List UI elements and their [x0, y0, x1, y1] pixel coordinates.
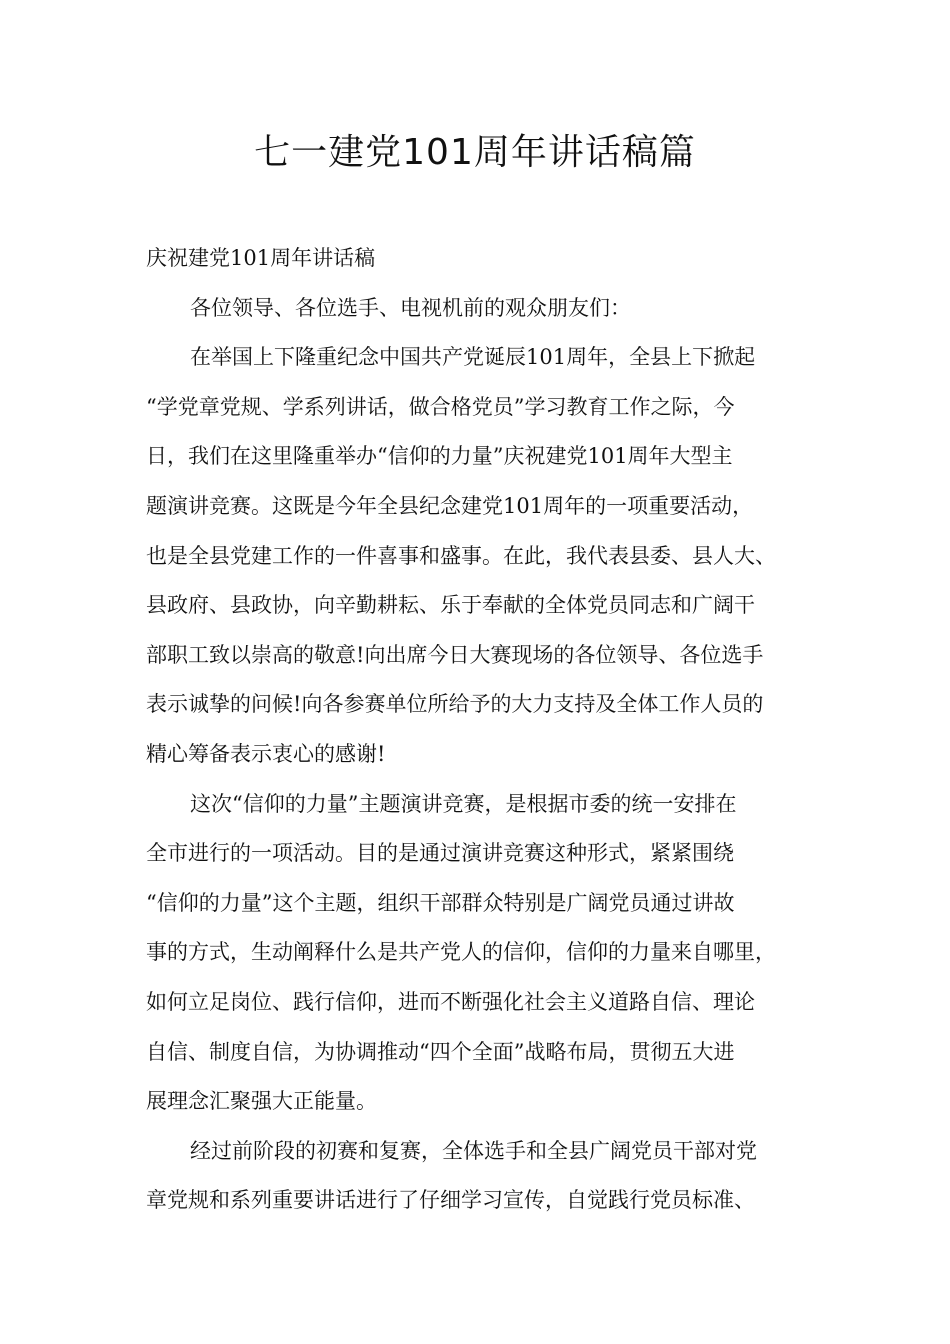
text-line: 这次“信仰的力量”主题演讲竞赛，是根据市委的统一安排在: [190, 791, 737, 816]
text-line: 题演讲竞赛。这既是今年全县纪念建党101周年的一项重要活动，: [146, 493, 754, 518]
text-line: 在举国上下隆重纪念中国共产党诞辰101周年，全县上下掀起: [190, 345, 756, 370]
document-title: 七一建党101周年讲话稿篇: [254, 132, 696, 173]
document-subtitle: 庆祝建党101周年讲话稿: [146, 246, 376, 270]
text-line: 经过前阶段的初赛和复赛，全体选手和全县广阔党员干部对党: [190, 1138, 757, 1163]
text-line: 精心筹备表示衷心的感谢!: [146, 741, 386, 766]
text-line: 全市进行的一项活动。目的是通过演讲竞赛这种形式，紧紧围绕: [146, 841, 734, 866]
document-body: [146, 234, 826, 1226]
paragraph-opening: [146, 333, 826, 779]
text-line: 如何立足岗位、践行信仰，进而不断强化社会主义道路自信、理论: [146, 989, 755, 1014]
text-line: 各位领导、各位选手、电视机前的观众朋友们：: [190, 295, 631, 320]
paragraph-greeting: [146, 284, 826, 334]
text-line: 自信、制度自信，为协调推动“四个全面”战略布局，贯彻五大进: [146, 1039, 735, 1064]
text-line: 事的方式，生动阐释什么是共产党人的信仰，信仰的力量来自哪里，: [146, 940, 776, 965]
paragraph-progress: [146, 1127, 826, 1226]
text-line: 展理念汇聚强大正能量。: [146, 1089, 377, 1114]
text-line: 也是全县党建工作的一件喜事和盛事。在此，我代表县委、县人大、: [146, 543, 776, 568]
text-line: 部职工致以崇高的敬意!向出席今日大赛现场的各位领导、各位选手: [146, 642, 764, 667]
text-line: 章党规和系列重要讲话进行了仔细学习宣传，自觉践行党员标准、: [146, 1188, 755, 1213]
paragraph-purpose: [146, 780, 826, 1127]
text-line: 日，我们在这里隆重举办“信仰的力量”庆祝建党101周年大型主: [146, 444, 733, 469]
text-line: 表示诚挚的问候!向各参赛单位所给予的大力支持及全体工作人员的: [146, 692, 764, 717]
text-line: “信仰的力量”这个主题，组织干部群众特别是广阔党员通过讲故: [146, 890, 735, 915]
text-line: 县政府、县政协，向辛勤耕耘、乐于奉献的全体党员同志和广阔干: [146, 593, 755, 618]
text-line: “学党章党规、学系列讲话，做合格党员”学习教育工作之际，今: [146, 394, 735, 419]
